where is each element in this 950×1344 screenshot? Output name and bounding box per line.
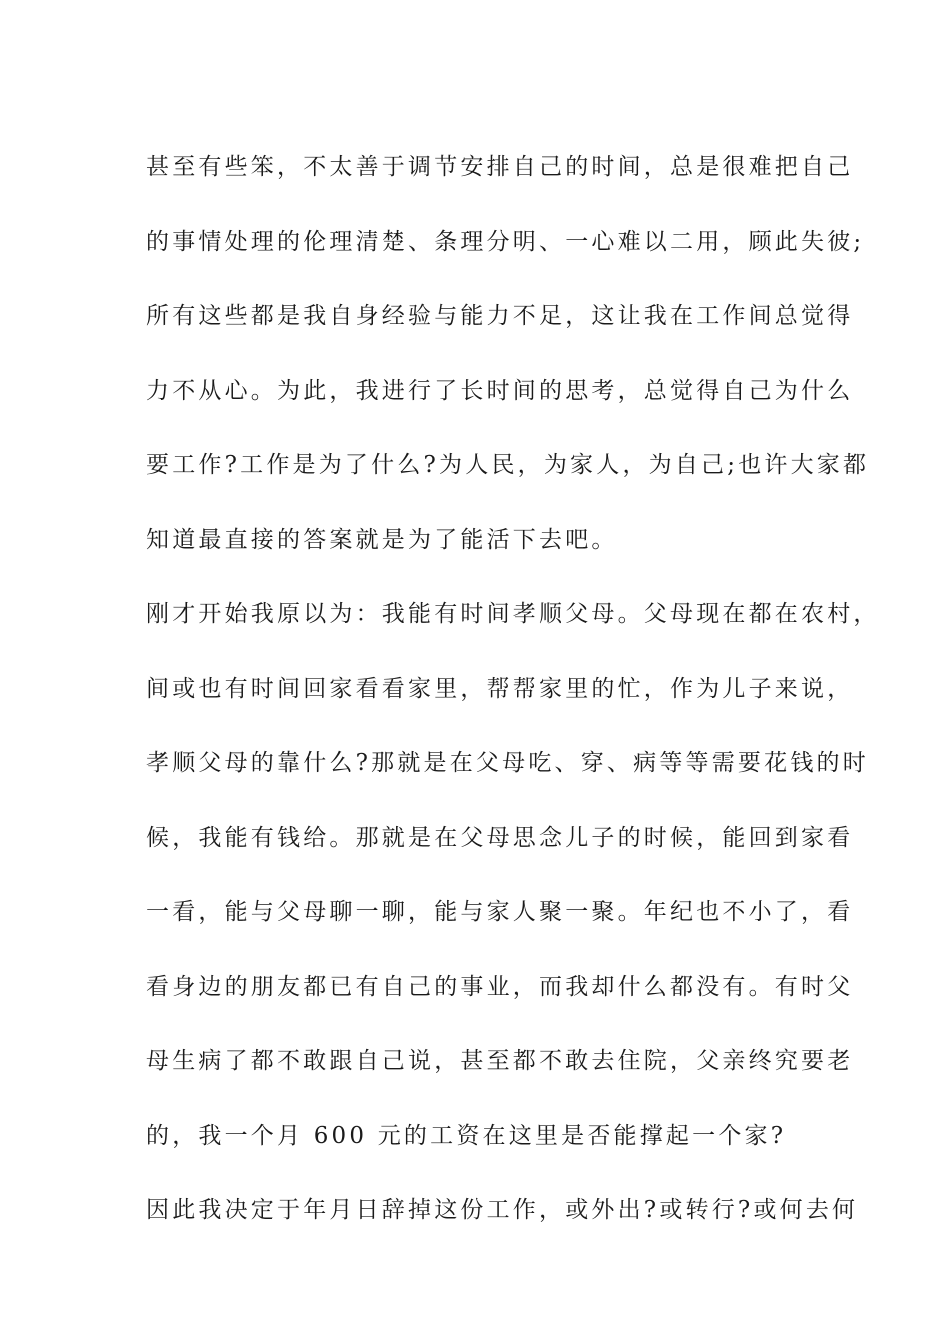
text-line: 甚至有些笨，不太善于调节安排自己的时间，总是很难把自己 — [146, 154, 854, 180]
text-line: 所有这些都是我自身经验与能力不足，这让我在工作间总觉得 — [146, 303, 854, 329]
document-body — [146, 130, 880, 1248]
text-line: 母生病了都不敢跟自己说，甚至都不敢去住院，父亲终究要老 — [146, 1048, 854, 1074]
text-line: 因此我决定于年月日辞掉这份工作，或外出?或转行?或何去何 — [146, 1197, 859, 1223]
text-line: 知道最直接的答案就是为了能活下去吧。 — [146, 526, 618, 553]
text-line: 间或也有时间回家看看家里，帮帮家里的忙，作为儿子来说， — [146, 675, 854, 702]
text-line: 力不从心。为此，我进行了长时间的思考，总觉得自己为什么 — [146, 377, 854, 404]
text-line: 的事情处理的伦理清楚、条理分明、一心难以二用，顾此失彼; — [146, 228, 865, 255]
text-line: 孝顺父母的靠什么?那就是在父母吃、穿、病等等需要花钱的时 — [146, 750, 869, 776]
text-line: 刚才开始我原以为：我能有时间孝顺父母。父母现在都在农村， — [146, 601, 880, 627]
text-line: 一看，能与父母聊一聊，能与家人聚一聚。年纪也不小了，看 — [146, 899, 854, 925]
text-line: 看身边的朋友都已有自己的事业，而我却什么都没有。有时父 — [146, 973, 854, 1000]
text-line: 的，我一个月 600 元的工资在这里是否能撑起一个家? — [146, 1122, 787, 1149]
text-line: 候，我能有钱给。那就是在父母思念儿子的时候，能回到家看 — [146, 824, 854, 851]
text-line: 要工作?工作是为了什么?为人民，为家人，为自己;也许大家都 — [146, 452, 870, 478]
